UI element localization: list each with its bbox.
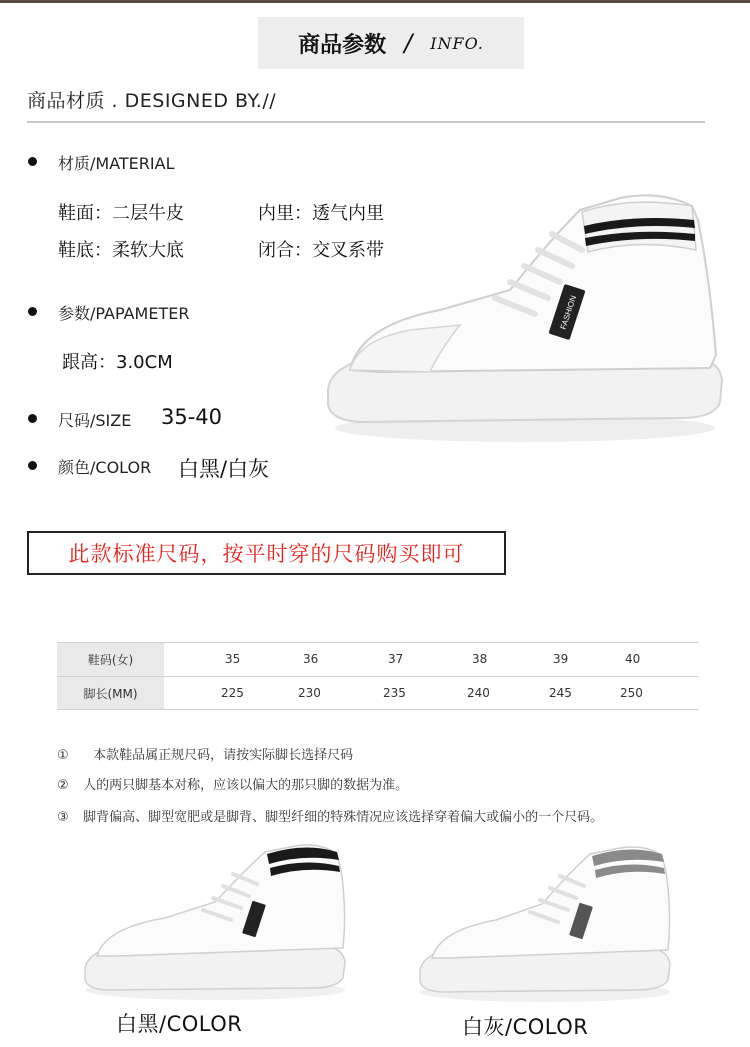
- sneaker-white-gray-image: [410, 842, 680, 1007]
- note-item: [57, 806, 603, 825]
- note-item: [57, 774, 408, 793]
- note-number: ③: [57, 810, 69, 825]
- section-title-box: [258, 17, 524, 69]
- table-cell: 37: [388, 652, 404, 666]
- table-cell: 36: [303, 652, 319, 666]
- closure-spec: 闭合：交叉系带: [258, 240, 384, 261]
- color-caption-white-black: 白黑/COLOR: [116, 1012, 243, 1036]
- table-cell: 230: [298, 686, 321, 700]
- table-cell: 35: [225, 652, 241, 666]
- title-separator: /: [404, 29, 413, 57]
- size-table: [57, 642, 698, 710]
- bullet-icon: [28, 414, 37, 423]
- hero-sneaker-image: [320, 190, 730, 450]
- sole-spec: 鞋底：柔软大底: [58, 240, 184, 261]
- size-range: 35-40: [161, 405, 223, 429]
- table-cell: 245: [549, 686, 572, 700]
- parameter-label: 参数/PAPAMETER: [58, 304, 190, 323]
- color-caption-white-gray: 白灰/COLOR: [462, 1015, 589, 1039]
- table-row: [57, 643, 698, 676]
- note-text: 人的两只脚基本对称，应该以偏大的那只脚的数据为准。: [83, 778, 409, 793]
- size-notice: 此款标准尺码，按平时穿的尺码购买即可: [27, 531, 506, 575]
- heel-height: 跟高：3.0CM: [62, 352, 173, 373]
- row-header-length: 脚长(MM): [57, 677, 164, 709]
- color-label: 颜色/COLOR: [58, 458, 152, 477]
- bullet-icon: [28, 461, 37, 470]
- note-text: 脚背偏高、脚型宽肥或是脚背、脚型纤细的特殊情况应该选择穿着偏大或偏小的一个尺码。: [83, 810, 604, 825]
- table-cell: 250: [620, 686, 643, 700]
- upper-spec: 鞋面：二层牛皮: [58, 203, 184, 224]
- lining-spec: 内里：透气内里: [258, 203, 384, 224]
- top-border: [0, 0, 750, 3]
- table-cell: 39: [553, 652, 569, 666]
- table-cell: 40: [625, 652, 641, 666]
- table-cell: 240: [467, 686, 490, 700]
- note-item: [57, 744, 353, 763]
- title-chinese: 商品参数: [298, 32, 387, 58]
- heading-divider: [27, 121, 705, 123]
- note-number: ①: [57, 748, 69, 763]
- note-text: 本款鞋品属正规尺码，请按实际脚长选择尺码: [93, 748, 354, 763]
- bullet-icon: [28, 157, 37, 166]
- row-header-size: 鞋码(女): [57, 643, 164, 676]
- table-cell: 38: [472, 652, 488, 666]
- bullet-icon: [28, 307, 37, 316]
- title-english: INFO.: [430, 33, 484, 53]
- color-value: 白黑/白灰: [178, 457, 270, 481]
- table-row: [57, 676, 698, 709]
- size-label: 尺码/SIZE: [58, 411, 132, 430]
- table-cell: 235: [383, 686, 406, 700]
- sneaker-white-black-image: [75, 840, 355, 1005]
- material-label: 材质/MATERIAL: [58, 154, 175, 173]
- table-cell: 225: [221, 686, 244, 700]
- shoe-badge-text: FASHION: [558, 294, 579, 331]
- note-number: ②: [57, 778, 69, 793]
- material-heading: 商品材质 . DESIGNED BY.//: [27, 90, 277, 112]
